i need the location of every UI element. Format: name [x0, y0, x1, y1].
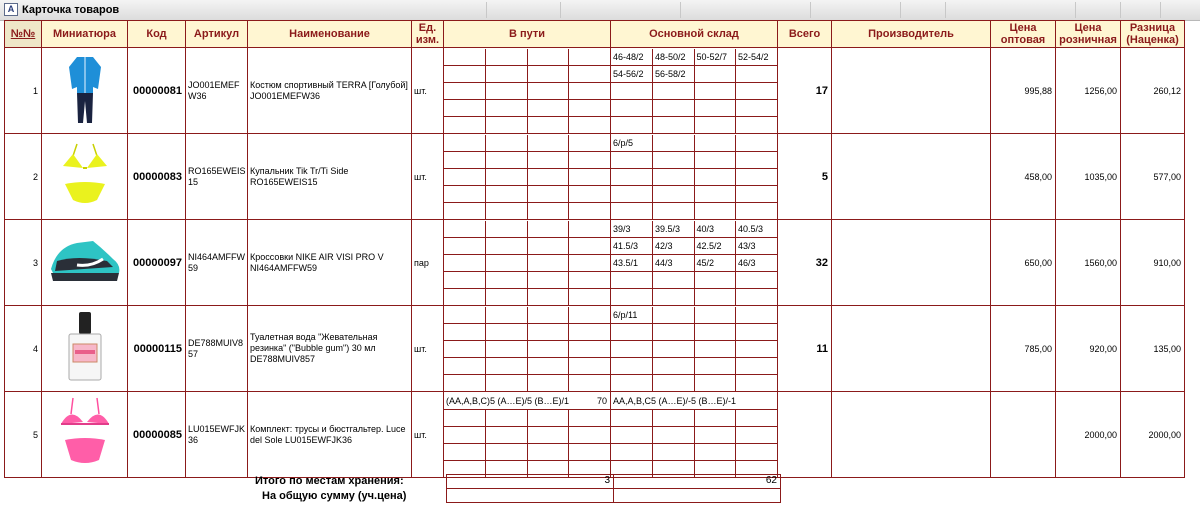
warehouse-cells[interactable] — [611, 48, 778, 134]
row-code: 00000085 — [128, 392, 186, 478]
warehouse-cells-cell[interactable] — [653, 135, 695, 152]
in-transit-cells-cell[interactable] — [486, 323, 528, 340]
warehouse-cells-cell[interactable] — [611, 374, 653, 391]
row-code: 00000083 — [128, 134, 186, 220]
row-num: 4 — [5, 306, 42, 392]
warehouse-cells[interactable] — [611, 134, 778, 220]
in-transit-cells-cell[interactable] — [569, 168, 611, 185]
row-unit: шт. — [412, 48, 444, 134]
warehouse-cells-cell[interactable] — [653, 357, 695, 374]
table-row[interactable] — [5, 48, 1185, 134]
row-num: 3 — [5, 220, 42, 306]
warehouse-cells-cell[interactable] — [694, 99, 736, 116]
in-transit-cells-cell[interactable] — [444, 99, 486, 116]
warehouse-cells[interactable] — [611, 306, 778, 392]
warehouse-cells-cell[interactable] — [736, 135, 778, 152]
in-transit-cells-cell[interactable] — [527, 288, 569, 305]
warehouse-cells-cell[interactable] — [736, 409, 778, 426]
warehouse-cells-cell[interactable]: 39/3 — [611, 221, 653, 238]
warehouse-cells-grid — [611, 221, 777, 305]
warehouse-cells-cell[interactable] — [611, 357, 653, 374]
warehouse-cells-cell[interactable] — [611, 151, 653, 168]
row-num: 2 — [5, 134, 42, 220]
footer-warehouse-sum — [613, 488, 781, 503]
table-row[interactable] — [5, 220, 1185, 306]
in-transit-cells-cell[interactable] — [444, 135, 486, 152]
in-transit-cells-grid — [444, 221, 610, 305]
warehouse-cells-cell[interactable] — [694, 82, 736, 99]
in-transit-cells-cell[interactable] — [444, 271, 486, 288]
warehouse-cells-cell[interactable] — [736, 151, 778, 168]
in-transit-cells-cell[interactable] — [486, 151, 528, 168]
row-manufacturer[interactable] — [832, 392, 991, 478]
warehouse-cells-cell[interactable] — [736, 202, 778, 219]
warehouse-cells-text-label: AA,A,B,C5 (A…E)/-5 (B…E)/-1 — [613, 395, 737, 406]
row-article: LU015EWFJK36 — [186, 392, 248, 478]
table-header-row — [5, 21, 1185, 48]
header-main-warehouse[interactable]: Основной склад — [611, 21, 778, 48]
in-transit-cells-cell[interactable] — [527, 340, 569, 357]
warehouse-cells-cell[interactable] — [694, 288, 736, 305]
in-transit-cells-cell[interactable] — [569, 151, 611, 168]
in-transit-cells-cell[interactable] — [569, 254, 611, 271]
in-transit-cells-cell[interactable] — [569, 135, 611, 152]
warehouse-cells-cell[interactable] — [611, 443, 653, 460]
row-code: 00000081 — [128, 48, 186, 134]
in-transit-cells-grid — [444, 49, 610, 133]
warehouse-cells-cell[interactable] — [653, 323, 695, 340]
warehouse-cells-cell[interactable] — [736, 168, 778, 185]
header-manufacturer[interactable]: Производитель — [832, 21, 991, 48]
in-transit-cells-cell[interactable] — [444, 151, 486, 168]
header-in-transit[interactable]: В пути — [444, 21, 611, 48]
row-manufacturer[interactable] — [832, 48, 991, 134]
warehouse-cells-cell[interactable] — [653, 116, 695, 133]
in-transit-cells-text-value: 70 — [596, 395, 607, 406]
row-markup: 135,00 — [1121, 306, 1185, 392]
warehouse-cells-cell[interactable] — [736, 65, 778, 82]
row-manufacturer[interactable] — [832, 220, 991, 306]
warehouse-cells-cell[interactable] — [653, 409, 695, 426]
warehouse-cells-cell[interactable] — [736, 374, 778, 391]
in-transit-cells-cell[interactable] — [486, 271, 528, 288]
warehouse-cells-cell[interactable] — [694, 357, 736, 374]
warehouse-cells-cell[interactable]: 39.5/3 — [653, 221, 695, 238]
row-markup: 910,00 — [1121, 220, 1185, 306]
table-row[interactable] — [5, 306, 1185, 392]
in-transit-cells-cell[interactable] — [444, 116, 486, 133]
warehouse-cells-cell[interactable]: 46/3 — [736, 254, 778, 271]
in-transit-cells-cell[interactable] — [569, 271, 611, 288]
in-transit-cells-cell[interactable] — [527, 323, 569, 340]
in-transit-cells[interactable] — [444, 306, 611, 392]
in-transit-cells-cell[interactable] — [486, 307, 528, 324]
row-retail-price: 1256,00 — [1056, 48, 1121, 134]
header-name[interactable]: Наименование — [248, 21, 412, 48]
in-transit-cells-cell[interactable] — [569, 99, 611, 116]
warehouse-cells-cell[interactable] — [653, 340, 695, 357]
row-total: 11 — [778, 306, 832, 392]
warehouse-cells-cell[interactable] — [736, 116, 778, 133]
warehouse-cells-cell[interactable] — [736, 323, 778, 340]
in-transit-cells[interactable] — [444, 48, 611, 134]
in-transit-cells-cell[interactable] — [569, 443, 611, 460]
in-transit-cells-cell[interactable] — [486, 443, 528, 460]
warehouse-cells-cell[interactable]: 46-48/2 — [611, 49, 653, 66]
in-transit-cells-cell[interactable] — [486, 237, 528, 254]
warehouse-cells-cell[interactable] — [611, 288, 653, 305]
in-transit-cells-cell[interactable] — [569, 340, 611, 357]
in-transit-cells-cell[interactable] — [444, 168, 486, 185]
in-transit-cells-cell[interactable] — [486, 49, 528, 66]
footer-total-label: Итого по местам хранения: — [255, 475, 404, 487]
in-transit-cells-cell[interactable] — [486, 202, 528, 219]
in-transit-cells-cell[interactable] — [569, 323, 611, 340]
in-transit-cells-text-label: (AA,A,B,C)5 (A…E)/5 (B…E)/1 — [446, 395, 570, 406]
row-retail-price: 2000,00 — [1056, 392, 1121, 478]
in-transit-cells-cell[interactable] — [444, 426, 486, 443]
window-title: Карточка товаров — [22, 4, 120, 16]
in-transit-cells-cell[interactable] — [486, 65, 528, 82]
header-code[interactable]: Код — [128, 21, 186, 48]
row-num: 1 — [5, 48, 42, 134]
warehouse-cells-cell[interactable] — [653, 374, 695, 391]
sneakers-image[interactable] — [42, 220, 128, 306]
warehouse-cells-grid — [611, 49, 777, 133]
in-transit-cells-cell[interactable] — [527, 443, 569, 460]
in-transit-cells-cell[interactable] — [486, 168, 528, 185]
warehouse-cells-cell[interactable] — [694, 65, 736, 82]
lingerie-image[interactable] — [42, 392, 128, 478]
in-transit-cells-cell[interactable] — [486, 99, 528, 116]
warehouse-cells-cell[interactable] — [694, 323, 736, 340]
warehouse-cells-text[interactable] — [611, 393, 777, 410]
warehouse-cells-cell[interactable] — [736, 99, 778, 116]
in-transit-cells-cell[interactable] — [444, 443, 486, 460]
warehouse-cells-cell[interactable]: 42.5/2 — [694, 237, 736, 254]
warehouse-cells-grid — [611, 393, 777, 477]
in-transit-cells[interactable] — [444, 220, 611, 306]
in-transit-cells-cell[interactable] — [527, 271, 569, 288]
row-unit: шт. — [412, 392, 444, 478]
warehouse-cells-cell[interactable]: 45/2 — [694, 254, 736, 271]
table-row[interactable] — [5, 134, 1185, 220]
in-transit-cells-cell[interactable] — [486, 185, 528, 202]
row-retail-price: 1560,00 — [1056, 220, 1121, 306]
in-transit-cells-cell[interactable] — [527, 357, 569, 374]
warehouse-cells-cell[interactable] — [653, 443, 695, 460]
in-transit-cells-cell[interactable] — [444, 307, 486, 324]
header-thumbnail[interactable]: Миниатюра — [42, 21, 128, 48]
warehouse-cells-cell[interactable] — [694, 409, 736, 426]
row-article: RO165EWEIS15 — [186, 134, 248, 220]
in-transit-cells-cell[interactable] — [569, 49, 611, 66]
in-transit-cells-cell[interactable] — [527, 307, 569, 324]
row-article: DE788MUIV857 — [186, 306, 248, 392]
warehouse-cells-cell[interactable] — [694, 374, 736, 391]
row-name: Кроссовки NIKE AIR VISI PRO V NI464AMFFW59 — [248, 220, 412, 306]
warehouse-cells-cell[interactable]: 6/p/5 — [611, 135, 653, 152]
in-transit-cells-cell[interactable] — [527, 202, 569, 219]
header-wholesale-price[interactable]: Цена оптовая — [991, 21, 1056, 48]
warehouse-cells[interactable] — [611, 392, 778, 478]
in-transit-cells-cell[interactable] — [444, 221, 486, 238]
row-total: 5 — [778, 134, 832, 220]
row-total: 17 — [778, 48, 832, 134]
row-wholesale-price: 785,00 — [991, 306, 1056, 392]
in-transit-cells-cell[interactable] — [569, 357, 611, 374]
row-article: JO001EMEFW36 — [186, 48, 248, 134]
in-transit-cells-cell[interactable] — [486, 426, 528, 443]
product-card-table — [4, 20, 1185, 478]
in-transit-cells-cell[interactable] — [486, 82, 528, 99]
in-transit-cells-cell[interactable] — [527, 221, 569, 238]
warehouse-cells-cell[interactable] — [694, 116, 736, 133]
in-transit-cells-cell[interactable] — [527, 65, 569, 82]
warehouse-cells-cell[interactable] — [611, 185, 653, 202]
in-transit-cells-cell[interactable] — [569, 288, 611, 305]
in-transit-cells[interactable] — [444, 134, 611, 220]
in-transit-cells-cell[interactable] — [569, 202, 611, 219]
in-transit-cells-cell[interactable] — [527, 185, 569, 202]
warehouse-cells-cell[interactable] — [736, 426, 778, 443]
warehouse-cells-cell[interactable] — [736, 443, 778, 460]
in-transit-cells-cell[interactable] — [569, 65, 611, 82]
in-transit-cells-cell[interactable] — [444, 374, 486, 391]
in-transit-cells-cell[interactable] — [444, 323, 486, 340]
in-transit-cells-text[interactable] — [444, 393, 610, 410]
in-transit-cells-cell[interactable] — [444, 237, 486, 254]
warehouse-cells-cell[interactable] — [694, 135, 736, 152]
in-transit-cells-cell[interactable] — [486, 116, 528, 133]
row-name: Костюм спортивный TERRA [Голубой] JO001EMEFW36 — [248, 48, 412, 134]
in-transit-cells-cell[interactable] — [569, 307, 611, 324]
warehouse-cells-cell[interactable] — [736, 185, 778, 202]
in-transit-cells-cell[interactable] — [486, 288, 528, 305]
in-transit-cells-cell[interactable] — [527, 374, 569, 391]
header-retail-price[interactable]: Цена розничная — [1056, 21, 1121, 48]
warehouse-cells-cell[interactable]: 41.5/3 — [611, 237, 653, 254]
warehouse-cells-cell[interactable] — [611, 409, 653, 426]
warehouse-cells-cell[interactable]: 43/3 — [736, 237, 778, 254]
row-unit: пар — [412, 220, 444, 306]
in-transit-cells-cell[interactable] — [527, 116, 569, 133]
row-wholesale-price — [991, 392, 1056, 478]
in-transit-cells-cell[interactable] — [527, 135, 569, 152]
perfume-bottle-image[interactable] — [42, 306, 128, 392]
warehouse-cells-grid — [611, 307, 777, 391]
in-transit-cells-cell[interactable] — [486, 357, 528, 374]
in-transit-cells-cell[interactable] — [527, 426, 569, 443]
warehouse-cells-cell[interactable] — [653, 271, 695, 288]
warehouse-cells-cell[interactable] — [653, 168, 695, 185]
in-transit-cells-cell[interactable] — [527, 237, 569, 254]
warehouse-cells-cell[interactable]: 50-52/7 — [694, 49, 736, 66]
warehouse-cells-cell[interactable] — [694, 168, 736, 185]
warehouse-cells-cell[interactable]: 48-50/2 — [653, 49, 695, 66]
warehouse-cells-cell[interactable] — [611, 202, 653, 219]
header-total[interactable]: Всего — [778, 21, 832, 48]
in-transit-cells-cell[interactable] — [486, 409, 528, 426]
in-transit-cells-cell[interactable] — [444, 185, 486, 202]
in-transit-cells-cell[interactable] — [569, 374, 611, 391]
footer-sum-label: На общую сумму (уч.цена) — [262, 490, 407, 502]
in-transit-cells-cell[interactable] — [444, 340, 486, 357]
tracksuit-image[interactable] — [42, 48, 128, 134]
warehouse-cells-cell[interactable]: 43.5/1 — [611, 254, 653, 271]
row-num: 5 — [5, 392, 42, 478]
warehouse-cells-cell[interactable] — [653, 82, 695, 99]
warehouse-cells-cell[interactable] — [611, 323, 653, 340]
in-transit-cells-cell[interactable] — [569, 185, 611, 202]
warehouse-cells-cell[interactable] — [736, 271, 778, 288]
row-name: Купальник Tik Tr/Ti Side RO165EWEIS15 — [248, 134, 412, 220]
row-markup: 577,00 — [1121, 134, 1185, 220]
in-transit-cells-grid — [444, 307, 610, 391]
header-article[interactable]: Артикул — [186, 21, 248, 48]
row-wholesale-price: 995,88 — [991, 48, 1056, 134]
in-transit-cells-cell[interactable] — [486, 221, 528, 238]
table-row[interactable] — [5, 392, 1185, 478]
row-manufacturer[interactable] — [832, 306, 991, 392]
in-transit-cells-cell[interactable] — [486, 374, 528, 391]
footer-transit-sum — [446, 488, 614, 503]
warehouse-cells-cell[interactable]: 6/p/11 — [611, 307, 653, 324]
in-transit-cells-cell[interactable] — [527, 99, 569, 116]
row-total: 32 — [778, 220, 832, 306]
warehouse-cells-cell[interactable] — [653, 426, 695, 443]
row-unit: шт. — [412, 134, 444, 220]
in-transit-cells-cell[interactable] — [444, 65, 486, 82]
in-transit-cells-cell[interactable] — [486, 340, 528, 357]
header-unit[interactable]: Ед. изм. — [412, 21, 444, 48]
in-transit-cells-grid — [444, 393, 610, 477]
in-transit-cells-cell[interactable] — [444, 49, 486, 66]
warehouse-cells-cell[interactable]: 40.5/3 — [736, 221, 778, 238]
in-transit-cells-cell[interactable] — [569, 116, 611, 133]
warehouse-cells-cell[interactable]: 40/3 — [694, 221, 736, 238]
in-transit-cells-cell[interactable] — [569, 237, 611, 254]
in-transit-cells-cell[interactable] — [569, 409, 611, 426]
row-unit: шт. — [412, 306, 444, 392]
in-transit-cells-cell[interactable] — [569, 221, 611, 238]
warehouse-cells-cell[interactable] — [653, 99, 695, 116]
warehouse-cells-cell[interactable] — [694, 443, 736, 460]
footer-transit-total: 3 — [446, 474, 614, 489]
warehouse-cells-grid — [611, 135, 777, 219]
warehouse-cells-cell[interactable]: 52-54/2 — [736, 49, 778, 66]
warehouse-cells-cell[interactable]: 56-58/2 — [653, 65, 695, 82]
row-markup: 260,12 — [1121, 48, 1185, 134]
warehouse-cells-cell[interactable] — [694, 340, 736, 357]
document-app-icon: A — [4, 3, 18, 16]
in-transit-cells-cell[interactable] — [444, 357, 486, 374]
warehouse-cells-cell[interactable] — [694, 426, 736, 443]
row-total — [778, 392, 832, 478]
warehouse-cells-cell[interactable]: 44/3 — [653, 254, 695, 271]
warehouse-cells-cell[interactable] — [611, 340, 653, 357]
warehouse-cells-cell[interactable] — [611, 271, 653, 288]
in-transit-cells-cell[interactable] — [444, 82, 486, 99]
warehouse-cells-cell[interactable] — [611, 99, 653, 116]
in-transit-cells-cell[interactable] — [569, 82, 611, 99]
window-titlebar — [0, 0, 1200, 21]
warehouse-cells-cell[interactable] — [611, 426, 653, 443]
warehouse-cells-cell[interactable] — [653, 307, 695, 324]
in-transit-cells-cell[interactable] — [444, 254, 486, 271]
in-transit-cells-cell[interactable] — [486, 254, 528, 271]
row-code: 00000115 — [128, 306, 186, 392]
row-article: NI464AMFFW59 — [186, 220, 248, 306]
footer-warehouse-total: 62 — [613, 474, 781, 489]
row-name: Туалетная вода "Жевательная резинка" ("Bubble gum") 30 мл DE788MUIV857 — [248, 306, 412, 392]
in-transit-cells-cell[interactable] — [444, 409, 486, 426]
in-transit-cells-cell[interactable] — [527, 151, 569, 168]
in-transit-cells-cell[interactable] — [444, 288, 486, 305]
warehouse-cells-cell[interactable] — [653, 202, 695, 219]
in-transit-cells-cell[interactable] — [527, 254, 569, 271]
warehouse-cells-cell[interactable] — [736, 307, 778, 324]
in-transit-cells-grid — [444, 135, 610, 219]
in-transit-cells-cell[interactable] — [527, 168, 569, 185]
row-retail-price: 920,00 — [1056, 306, 1121, 392]
warehouse-cells-cell[interactable] — [611, 168, 653, 185]
warehouse-cells-cell[interactable] — [694, 185, 736, 202]
warehouse-cells-cell[interactable] — [694, 271, 736, 288]
warehouse-cells-cell[interactable] — [736, 288, 778, 305]
warehouse-cells-cell[interactable] — [611, 116, 653, 133]
in-transit-cells-cell[interactable] — [444, 202, 486, 219]
row-retail-price: 1035,00 — [1056, 134, 1121, 220]
row-manufacturer[interactable] — [832, 134, 991, 220]
warehouse-cells-cell[interactable] — [653, 185, 695, 202]
warehouse-cells-cell[interactable] — [694, 151, 736, 168]
in-transit-cells-cell[interactable] — [527, 409, 569, 426]
warehouse-cells-cell[interactable] — [653, 151, 695, 168]
in-transit-cells-cell[interactable] — [527, 49, 569, 66]
row-markup: 2000,00 — [1121, 392, 1185, 478]
warehouse-cells-cell[interactable] — [653, 288, 695, 305]
warehouse-cells-cell[interactable] — [694, 307, 736, 324]
row-wholesale-price: 650,00 — [991, 220, 1056, 306]
row-name: Комплект: трусы и бюстгальтер. Luce del Sole LU015EWFJK36 — [248, 392, 412, 478]
warehouse-cells-cell[interactable] — [611, 82, 653, 99]
header-num[interactable]: №№ — [5, 21, 42, 48]
swimsuit-image[interactable] — [42, 134, 128, 220]
warehouse-cells-cell[interactable] — [736, 340, 778, 357]
warehouse-cells[interactable] — [611, 220, 778, 306]
warehouse-cells-cell[interactable]: 42/3 — [653, 237, 695, 254]
warehouse-cells-cell[interactable] — [736, 82, 778, 99]
row-code: 00000097 — [128, 220, 186, 306]
warehouse-cells-cell[interactable]: 54-56/2 — [611, 65, 653, 82]
warehouse-cells-cell[interactable] — [736, 357, 778, 374]
in-transit-cells-cell[interactable] — [486, 135, 528, 152]
in-transit-cells-cell[interactable] — [569, 426, 611, 443]
in-transit-cells[interactable] — [444, 392, 611, 478]
in-transit-cells-cell[interactable] — [527, 82, 569, 99]
warehouse-cells-cell[interactable] — [694, 202, 736, 219]
header-markup[interactable]: Разница (Наценка) — [1121, 21, 1185, 48]
row-wholesale-price: 458,00 — [991, 134, 1056, 220]
